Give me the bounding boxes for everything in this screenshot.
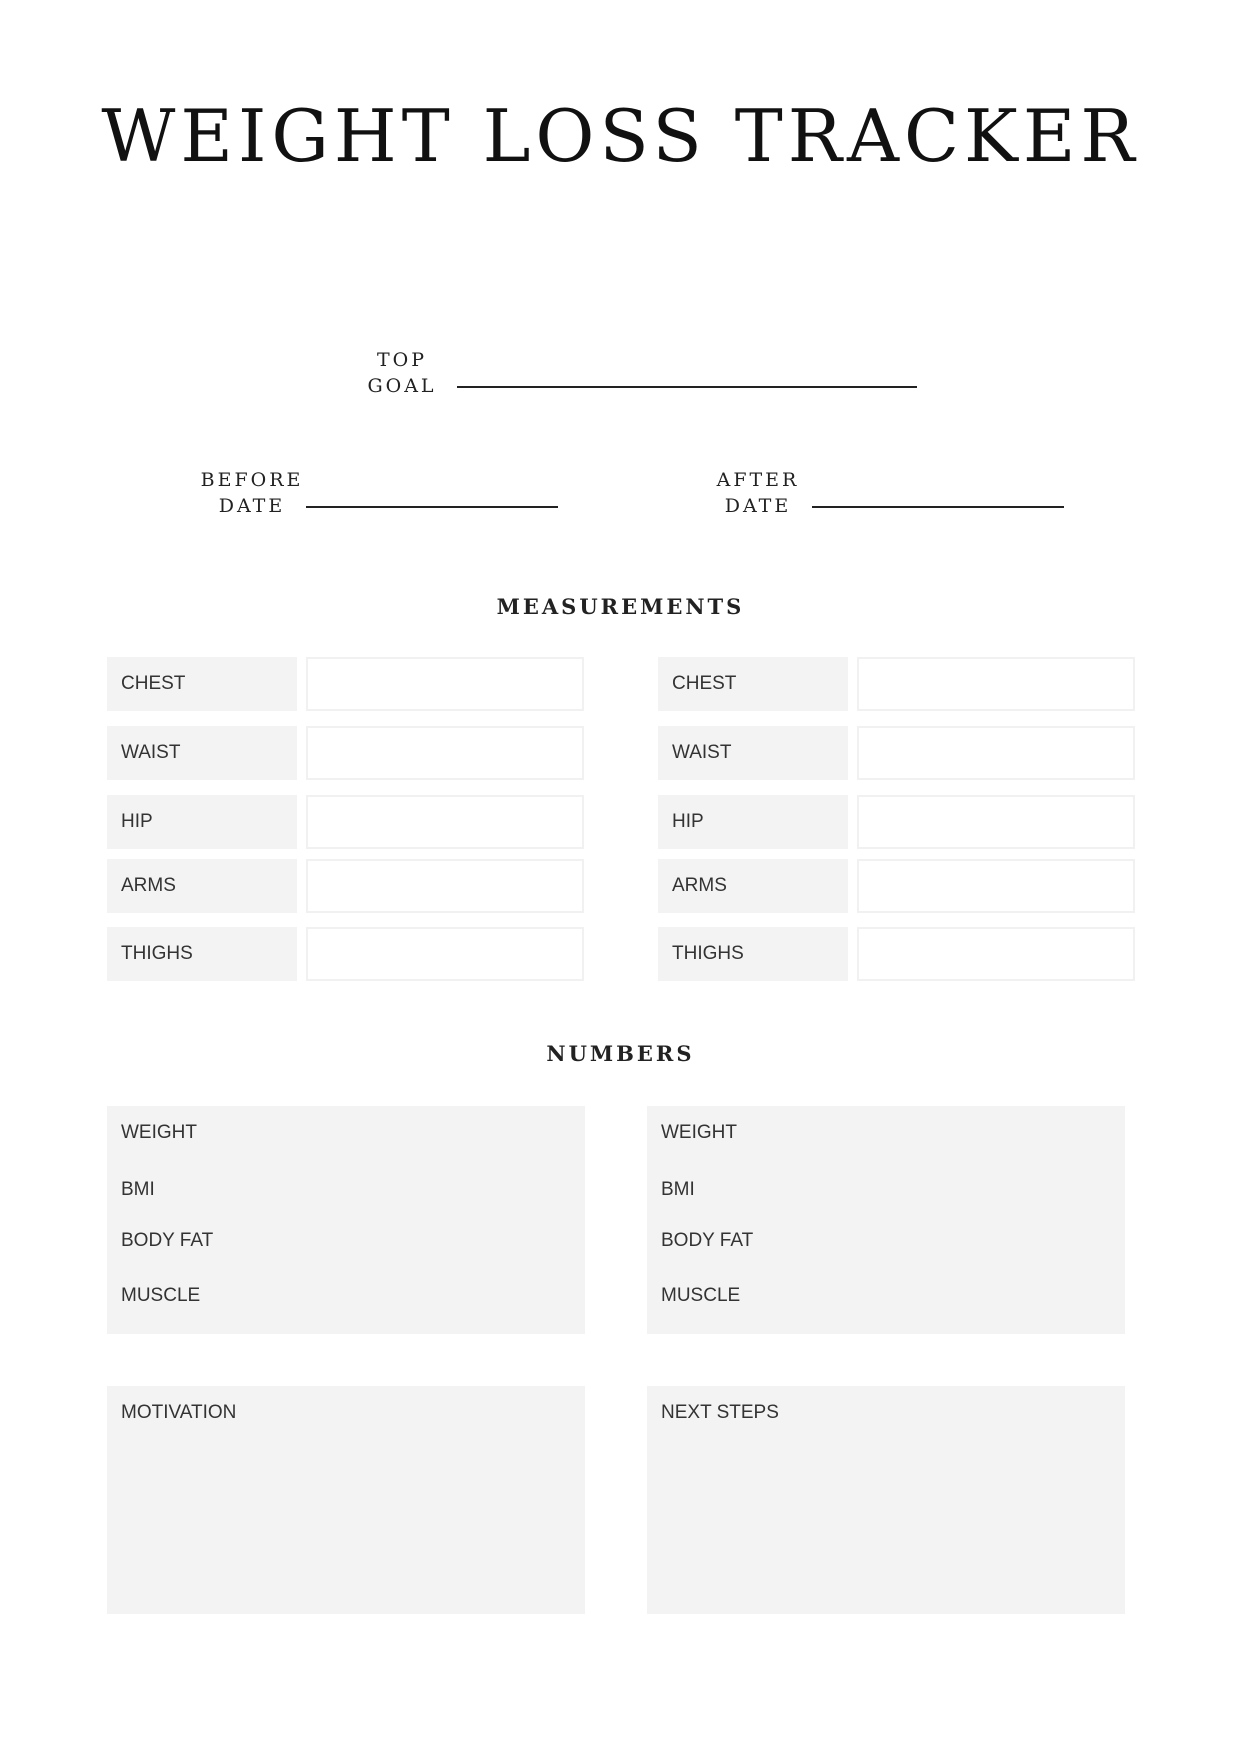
measurement-label-after-chest: CHEST	[658, 657, 848, 711]
measurement-label-before-chest: CHEST	[107, 657, 297, 711]
numbers-panel-after[interactable]	[647, 1106, 1125, 1334]
numbers-label-before-weight: WEIGHT	[121, 1122, 197, 1143]
measurement-input-before-chest[interactable]	[306, 657, 584, 711]
numbers-panel-before[interactable]	[107, 1106, 585, 1334]
numbers-label-after-bmi: BMI	[661, 1179, 695, 1200]
measurement-input-before-waist[interactable]	[306, 726, 584, 780]
after-date-line[interactable]	[812, 506, 1064, 508]
top-goal-label-line1: TOP	[376, 349, 428, 371]
measurement-label-before-waist: WAIST	[107, 726, 297, 780]
measurement-label-after-thighs: THIGHS	[658, 927, 848, 981]
numbers-label-after-muscle: MUSCLE	[661, 1285, 741, 1306]
after-date-label	[708, 467, 808, 519]
after-date-label-line1: AFTER	[716, 469, 800, 491]
measurement-input-before-arms[interactable]	[306, 859, 584, 913]
measurement-label-after-waist: WAIST	[658, 726, 848, 780]
before-date-label-line1: BEFORE	[200, 469, 304, 491]
numbers-label-after-weight: WEIGHT	[661, 1122, 737, 1143]
top-goal-line[interactable]	[457, 386, 917, 388]
measurement-input-before-hip[interactable]	[306, 795, 584, 849]
numbers-label-after-body-fat: BODY FAT	[661, 1230, 754, 1251]
measurements-heading: MEASUREMENTS	[496, 594, 745, 619]
motivation-label: MOTIVATION	[121, 1402, 237, 1423]
measurement-label-after-hip: HIP	[658, 795, 848, 849]
next-steps-panel[interactable]	[647, 1386, 1125, 1614]
measurement-label-before-hip: HIP	[107, 795, 297, 849]
motivation-panel[interactable]	[107, 1386, 585, 1614]
page-title: WEIGHT LOSS TRACKER	[101, 94, 1140, 178]
numbers-label-before-muscle: MUSCLE	[121, 1285, 201, 1306]
before-date-label-line2: DATE	[218, 495, 286, 517]
top-goal-label-line2: GOAL	[367, 375, 437, 397]
measurement-label-after-arms: ARMS	[658, 859, 848, 913]
measurement-input-after-hip[interactable]	[857, 795, 1135, 849]
measurement-input-after-arms[interactable]	[857, 859, 1135, 913]
measurement-label-before-thighs: THIGHS	[107, 927, 297, 981]
numbers-label-before-body-fat: BODY FAT	[121, 1230, 214, 1251]
top-goal-label	[352, 347, 452, 399]
measurement-input-after-waist[interactable]	[857, 726, 1135, 780]
measurement-input-before-thighs[interactable]	[306, 927, 584, 981]
measurement-label-before-arms: ARMS	[107, 859, 297, 913]
before-date-line[interactable]	[306, 506, 558, 508]
after-date-label-line2: DATE	[724, 495, 792, 517]
before-date-label	[197, 467, 307, 519]
next-steps-label: NEXT STEPS	[661, 1402, 779, 1423]
numbers-heading: NUMBERS	[546, 1041, 695, 1066]
numbers-label-before-bmi: BMI	[121, 1179, 155, 1200]
measurement-input-after-chest[interactable]	[857, 657, 1135, 711]
measurement-input-after-thighs[interactable]	[857, 927, 1135, 981]
